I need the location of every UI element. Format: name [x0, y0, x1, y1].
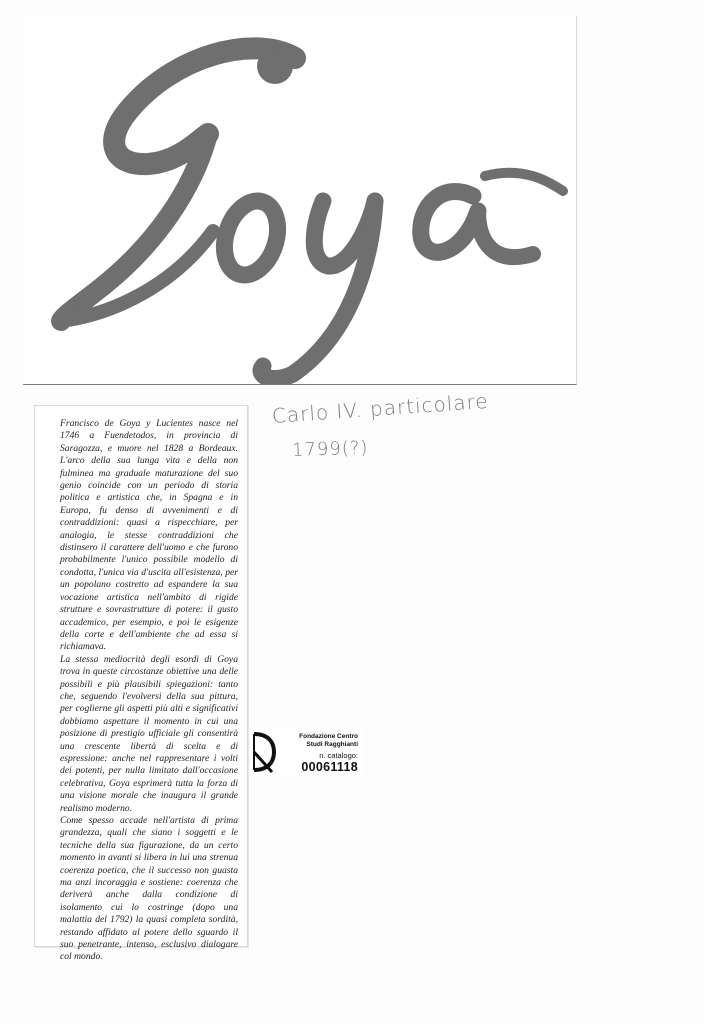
- archive-stamp: [250, 727, 362, 777]
- stamp-catalog-number: 00061118: [301, 760, 358, 774]
- stamp-foundation-subtitle: Studi Ragghianti: [306, 741, 358, 748]
- paragraph-2: La stessa mediocrità degli esordi di Goya trova in queste circostanze obiettive una delle possibili e più plausibili spiegazioni: tanto che, seguendo l'evolversi della sua pittura, per coglierne gli aspetti più alti e significativi dobbiamo aspettare il momento in cui una posizione di prestigio ufficiale gli consentirà una crescente libertà di scelta e di espressione: anche nel rappresentare i volti dei potenti, per nulla limitato dall'occasione celebrativa, Goya esprimerà tutta la forza di una visione morale che inaugura il grande realismo moderno.: [60, 653, 238, 814]
- goya-calligraphic-title: [23, 16, 576, 384]
- article-body: [60, 418, 238, 964]
- handwritten-note-date: 1799(?): [291, 437, 369, 461]
- foundation-logo-icon: [250, 730, 276, 774]
- stamp-catalog-label: n. catalogo:: [319, 751, 358, 760]
- handwritten-note-caption: Carlo IV. particolare: [271, 388, 490, 428]
- stamp-foundation-name: Fondazione Centro: [299, 733, 358, 740]
- paragraph-3: Come spesso accade nell'artista di prima grandezza, quali che siano i soggetti e le tecniche della sua figurazione, da un certo momento in avanti si libera in lui una strenua coerenza poetica, che il successo non guasta ma anzi incoraggia e sostiene: coerenza che deriverà anche dalla condizione di isolamento cui lo costringe (dopo una malattia del 1792) la quasi completa sordità, restando affidato al potere dello sguardo il suo penetrante, intenso, esclusivo dialogare col mondo.: [60, 815, 238, 963]
- paragraph-1: Francisco de Goya y Lucientes nasce nel 1746 a Fuendetodos, in provincia di Saragozza, e muore nel 1828 a Bordeaux. L'arco della sua lunga vita e della non fulminea ma graduale maturazione del suo genio coincide con un periodo di storia politica e artistica che, in Spagna e in Europa, fu denso di avvenimenti e di contraddizioni: quasi a rispecchiare, per analogia, le stesse contraddizioni che distinsero il carattere dell'uomo e che furono probabilmente l'unico possibile modello di condotta, l'unica via d'uscita all'esistenza, per un popolano costretto ad espandere la sua vocazione artistica nell'ambito di rigide strutture e sovrastrutture di potere: il gusto accademico, per esempio, e poi le esigenze della corte e dell'ambiente che ad essa si richiamava.: [60, 418, 238, 653]
